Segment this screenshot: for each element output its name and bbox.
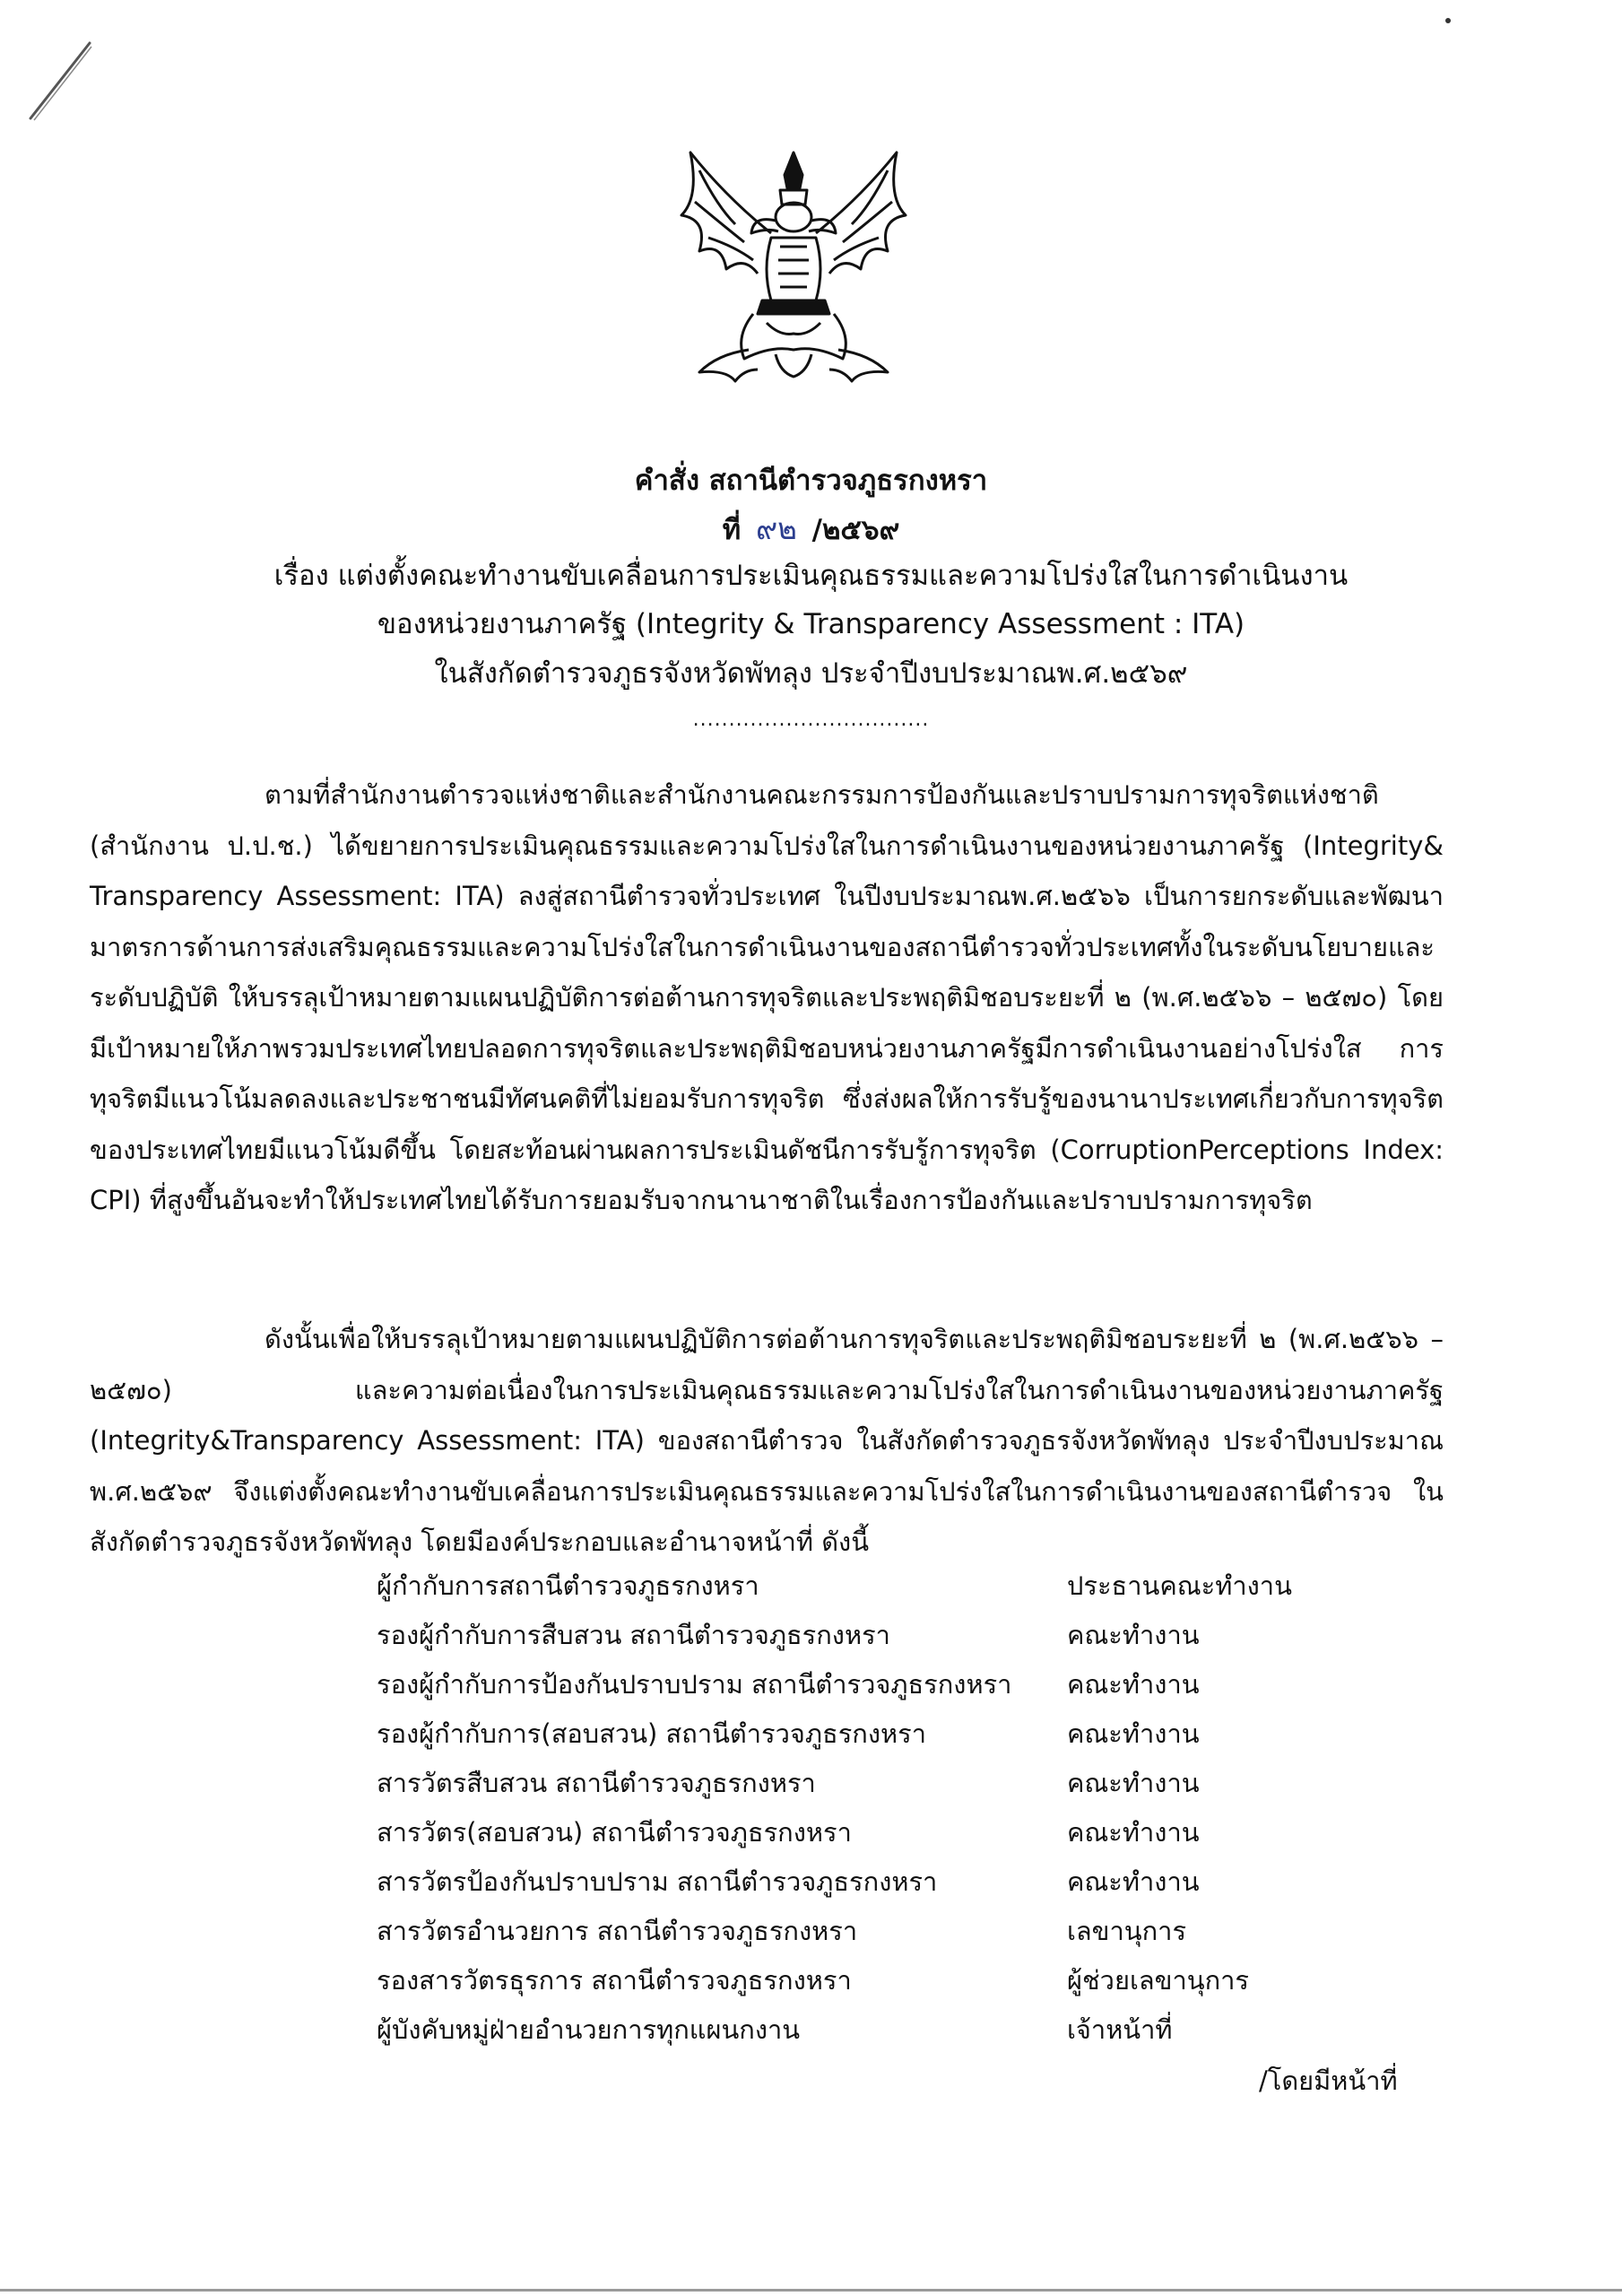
subject-line-3: ในสังกัดตำรวจภูธรจังหวัดพัทลุง ประจำปีงบประมาณพ.ศ.๒๕๖๙: [434, 657, 1188, 690]
member-row: [377, 1812, 1435, 1861]
member-row: [377, 1910, 1435, 1960]
order-title: คำสั่ง สถานีตำรวจภูธรกงหรา: [634, 465, 988, 497]
member-role: คณะทำงาน: [1067, 1817, 1200, 1848]
member-row: [377, 2009, 1435, 2058]
member-role: คณะทำงาน: [1067, 1669, 1200, 1700]
member-position: สารวัตรอำนวยการ สถานีตำรวจภูธรกงหรา: [377, 1916, 858, 1946]
member-role: คณะทำงาน: [1067, 1866, 1200, 1897]
member-position: รองสารวัตรธุรการ สถานีตำรวจภูธรกงหรา: [377, 1965, 852, 1996]
subject-line-1: เรื่อง แต่งตั้งคณะทำงานขับเคลื่อนการประเมินคุณธรรมและความโปร่งใสในการดำเนินงาน: [273, 560, 1349, 592]
subject-line-2: ของหน่วยงานภาครัฐ (Integrity & Transparency Assessment : ITA): [377, 608, 1245, 640]
member-position: สารวัตร(สอบสวน) สถานีตำรวจภูธรกงหรา: [377, 1817, 852, 1848]
order-number: [0, 505, 1622, 552]
member-role: ประธานคณะทำงาน: [1067, 1570, 1292, 1601]
member-position: ผู้กำกับการสถานีตำรวจภูธรกงหรา: [377, 1570, 759, 1601]
body-paragraph-2: ดังนั้นเพื่อให้บรรลุเป้าหมายตามแผนปฏิบัติการต่อต้านการทุจริตและประพฤติมิชอบระยะที่ ๒ (พ.ศ.๒๕๖๖ – ๒๕๗๐) และความต่อเนื่องในการประเมินคุณธรรมและความโปร่งใสในการดำเนินงานของหน่วยงานภาครัฐ (Integrity&Transparency Assessment: ITA) ของสถานีตำรวจ ในสังกัดตำรวจภูธรจังหวัดพัทลุง ประจำปีงบประมาณ พ.ศ.๒๕๖๙ จึงแต่งตั้งคณะทำงานขับเคลื่อนการประเมินคุณธรรมและความโปร่งใสในการดำเนินงานของสถานีตำรวจ ในสังกัดตำรวจภูธรจังหวัดพัทลุง โดยมีองค์ประกอบและอำนาจหน้าที่ ดังนี้: [90, 1324, 1444, 1557]
scan-speck: [1445, 18, 1451, 23]
pen-stroke-mark: [20, 36, 100, 126]
continued-marker: /โดยมีหน้าที่: [1259, 2066, 1398, 2096]
member-role: เลขานุการ: [1067, 1916, 1187, 1946]
member-role: คณะทำงาน: [1067, 1718, 1200, 1749]
garuda-emblem: [646, 135, 941, 395]
order-number-suffix: /๒๕๖๙: [811, 514, 900, 546]
member-role: เจ้าหน้าที่: [1067, 2014, 1173, 2045]
order-number-prefix: ที่: [722, 514, 742, 546]
member-position: สารวัตรป้องกันปราบปราม สถานีตำรวจภูธรกงหรา: [377, 1866, 938, 1897]
body-paragraph-1: ตามที่สำนักงานตำรวจแห่งชาติและสำนักงานคณะกรรมการป้องกันและปราบปรามการทุจริตแห่งชาติ (สำนักงาน ป.ป.ช.) ได้ขยายการประเมินคุณธรรมและความโปร่งใสในการดำเนินงานของหน่วยงานภาครัฐ (Integrity& Transparency Assessment: ITA) ลงสู่สถานีตำรวจทั่วประเทศ ในปีงบประมาณพ.ศ.๒๕๖๖ เป็นการยกระดับและพัฒนามาตรการด้านการส่งเสริมคุณธรรมและความโปร่งใสในการดำเนินงานของสถานีตำรวจทั่วประเทศทั้งในระดับนโยบายและระดับปฏิบัติ ให้บรรลุเป้าหมายตามแผนปฏิบัติการต่อต้านการทุจริตและประพฤติมิชอบระยะที่ ๒ (พ.ศ.๒๕๖๖ – ๒๕๗๐) โดยมีเป้าหมายให้ภาพรวมประเทศไทยปลอดการทุจริตและประพฤติมิชอบหน่วยงานภาครัฐมีการดำเนินงานอย่างโปร่งใส การทุจริตมีแนวโน้มลดลงและประชาชนมีทัศนคติที่ไม่ยอมรับการทุจริต ซึ่งส่งผลให้การรับรู้ของนานาประเทศเกี่ยวกับการทุจริตของประเทศไทยมีแนวโน้มดีขึ้น โดยสะท้อนผ่านผลการประเมินดัชนีการรับรู้การทุจริต (CorruptionPerceptions Index: CPI) ที่สูงขึ้นอันจะทำให้ประเทศไทยได้รับการยอมรับจากนานาชาติในเรื่องการป้องกันและปราบปรามการทุจริต: [90, 779, 1444, 1215]
member-position: รองผู้กำกับการสืบสวน สถานีตำรวจภูธรกงหรา: [377, 1620, 890, 1650]
member-position: รองผู้กำกับการป้องกันปราบปราม สถานีตำรวจภูธรกงหรา: [377, 1669, 1012, 1700]
order-number-handwritten: ๙๒: [755, 511, 797, 546]
member-position: ผู้บังคับหมู่ฝ่ายอำนวยการทุกแผนกงาน: [377, 2014, 801, 2045]
member-position: สารวัตรสืบสวน สถานีตำรวจภูธรกงหรา: [377, 1768, 816, 1798]
member-row: [377, 1960, 1435, 2009]
committee-member-list: [377, 1565, 1435, 2058]
member-row: [377, 1762, 1435, 1812]
header-separator: .................................: [692, 709, 930, 731]
member-row: [377, 1565, 1435, 1614]
member-row: [377, 1713, 1435, 1762]
scan-edge-line: [0, 2289, 1622, 2292]
member-position: รองผู้กำกับการ(สอบสวน) สถานีตำรวจภูธรกงหรา: [377, 1718, 926, 1749]
member-row: [377, 1861, 1435, 1910]
member-row: [377, 1614, 1435, 1664]
member-role: ผู้ช่วยเลขานุการ: [1067, 1965, 1249, 1996]
member-role: คณะทำงาน: [1067, 1620, 1200, 1650]
member-row: [377, 1664, 1435, 1713]
member-role: คณะทำงาน: [1067, 1768, 1200, 1798]
